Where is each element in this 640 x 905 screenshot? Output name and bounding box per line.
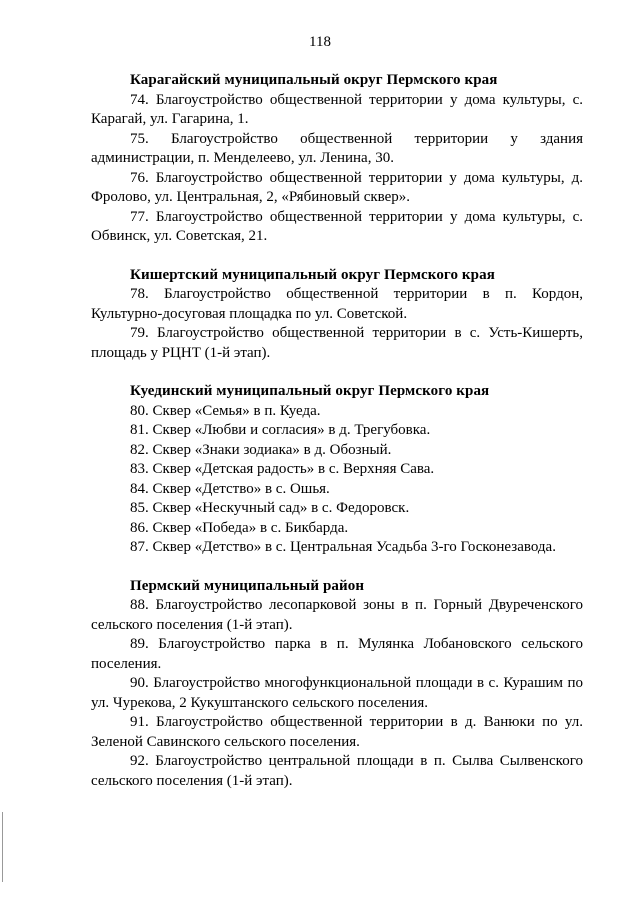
section-title: Карагайский муниципальный округ Пермского края <box>130 72 498 88</box>
list-item: 77. Благоустройство общественной территории у дома культуры, с. Обвинск, ул. Советская, 21. <box>91 208 583 244</box>
list-item: 89. Благоустройство парка в п. Мулянка Лобановского сельского поселения. <box>91 636 583 672</box>
list-item: 82. Сквер «Знаки зодиака» в д. Обозный. <box>130 441 392 458</box>
section-perm-district <box>91 577 583 792</box>
page-number: 118 <box>309 34 331 50</box>
list-item: 75. Благоустройство общественной территории у здания администрации, п. Менделеево, ул. Ленина, 30. <box>91 130 583 166</box>
scan-edge-mark <box>2 812 3 882</box>
section-karagay <box>91 71 583 247</box>
list-item: 81. Сквер «Любви и согласия» в д. Трегубовка. <box>130 422 431 438</box>
list-item: 90. Благоустройство многофункциональной площади в с. Курашим по ул. Чурекова, 2 Кукуштанского сельского поселения. <box>91 675 583 711</box>
list-item: 86. Сквер «Победа» в с. Бикбарда. <box>130 519 349 536</box>
list-item: 83. Сквер «Детская радость» в с. Верхняя Сава. <box>130 461 435 477</box>
list-item: 84. Сквер «Детство» в с. Ошья. <box>130 480 330 497</box>
list-item: 78. Благоустройство общественной территории в п. Кордон, Культурно-досуговая площадка по ул. Советской. <box>91 286 583 322</box>
section-title: Кишертский муниципальный округ Пермского края <box>130 266 495 283</box>
list-item: 92. Благоустройство центральной площади в п. Сылва Сылвенского сельского поселения (1-й этап). <box>91 753 583 789</box>
list-item: 79. Благоустройство общественной территории в с. Усть-Кишерть, площадь у РЦНТ (1-й этап). <box>91 325 583 361</box>
section-kueda <box>91 382 583 558</box>
list-item: 88. Благоустройство лесопарковой зоны в п. Горный Двуреченского сельского поселения (1-й этап). <box>91 597 583 633</box>
list-item: 87. Сквер «Детство» в с. Центральная Усадьба 3-го Госконезавода. <box>130 539 556 555</box>
section-title: Куединский муниципальный округ Пермского края <box>130 383 490 399</box>
list-item: 74. Благоустройство общественной территории у дома культуры, с. Карагай, ул. Гагарина, 1. <box>91 91 583 127</box>
document-body <box>91 71 583 810</box>
list-item: 85. Сквер «Нескучный сад» в с. Федоровск. <box>130 500 410 516</box>
list-item: 76. Благоустройство общественной территории у дома культуры, д. Фролово, ул. Центральная, 2, «Рябиновый сквер». <box>91 169 583 205</box>
section-title: Пермский муниципальный район <box>130 577 365 594</box>
list-item: 80. Сквер «Семья» в п. Куеда. <box>130 402 321 419</box>
list-item: 91. Благоустройство общественной территории в д. Ванюки по ул. Зеленой Савинского сельского поселения. <box>91 714 583 750</box>
section-kishert <box>91 266 583 364</box>
